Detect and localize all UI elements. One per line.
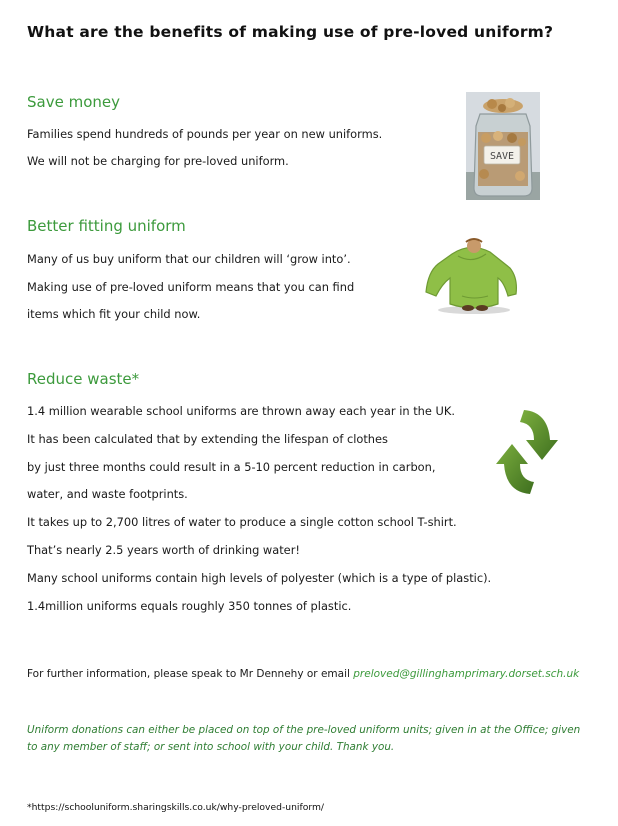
donation-note: Uniform donations can either be placed on top of the pre-loved uniform units; given in at the Office; given to any member of staff; or sent into school with your child. Thank you. [27,724,581,753]
reduce-waste-line-6: That’s nearly 2.5 years worth of drinking water! [27,543,300,557]
save-money-line-2: We will not be charging for pre-loved uniform. [27,154,289,168]
better-fitting-line-2: Making use of pre-loved uniform means that you can find [27,280,355,294]
recycle-arrows-icon [484,402,570,502]
reduce-waste-line-5: It takes up to 2,700 litres of water to produce a single cotton school T-shirt. [27,515,457,529]
savings-jar-image [466,92,540,200]
reduce-waste-line-8: 1.4million uniforms equals roughly 350 tonnes of plastic. [27,599,352,613]
reduce-waste-line-1: 1.4 million wearable school uniforms are thrown away each year in the UK. [27,404,455,418]
reduce-waste-line-3: by just three months could result in a 5-10 percent reduction in carbon, [27,460,436,474]
reduce-waste-line-4: water, and waste footprints. [27,487,188,501]
contact-info [27,668,579,680]
section-heading-reduce-waste: Reduce waste* [27,370,140,388]
page-title: What are the benefits of making use of pre-loved uniform? [27,23,554,41]
footnote-source: *https://schooluniform.sharingskills.co.uk/why-preloved-uniform/ [27,802,325,813]
section-heading-better-fitting: Better fitting uniform [27,217,186,235]
save-money-line-1: Families spend hundreds of pounds per year on new uniforms. [27,127,383,141]
section-heading-save-money: Save money [27,93,120,111]
reduce-waste-line-7: Many school uniforms contain high levels of polyester (which is a type of plastic). [27,571,492,585]
contact-email-link[interactable]: preloved@gillinghamprimary.dorset.sch.uk [353,668,580,680]
contact-text: For further information, please speak to Mr Dennehy or email [27,668,354,680]
jar-label-text: SAVE [489,151,515,162]
better-fitting-line-3: items which fit your child now. [27,307,201,321]
oversized-sweater-image [418,234,522,316]
reduce-waste-line-2: It has been calculated that by extending the lifespan of clothes [27,432,388,446]
better-fitting-line-1: Many of us buy uniform that our children will ‘grow into’. [27,252,351,266]
